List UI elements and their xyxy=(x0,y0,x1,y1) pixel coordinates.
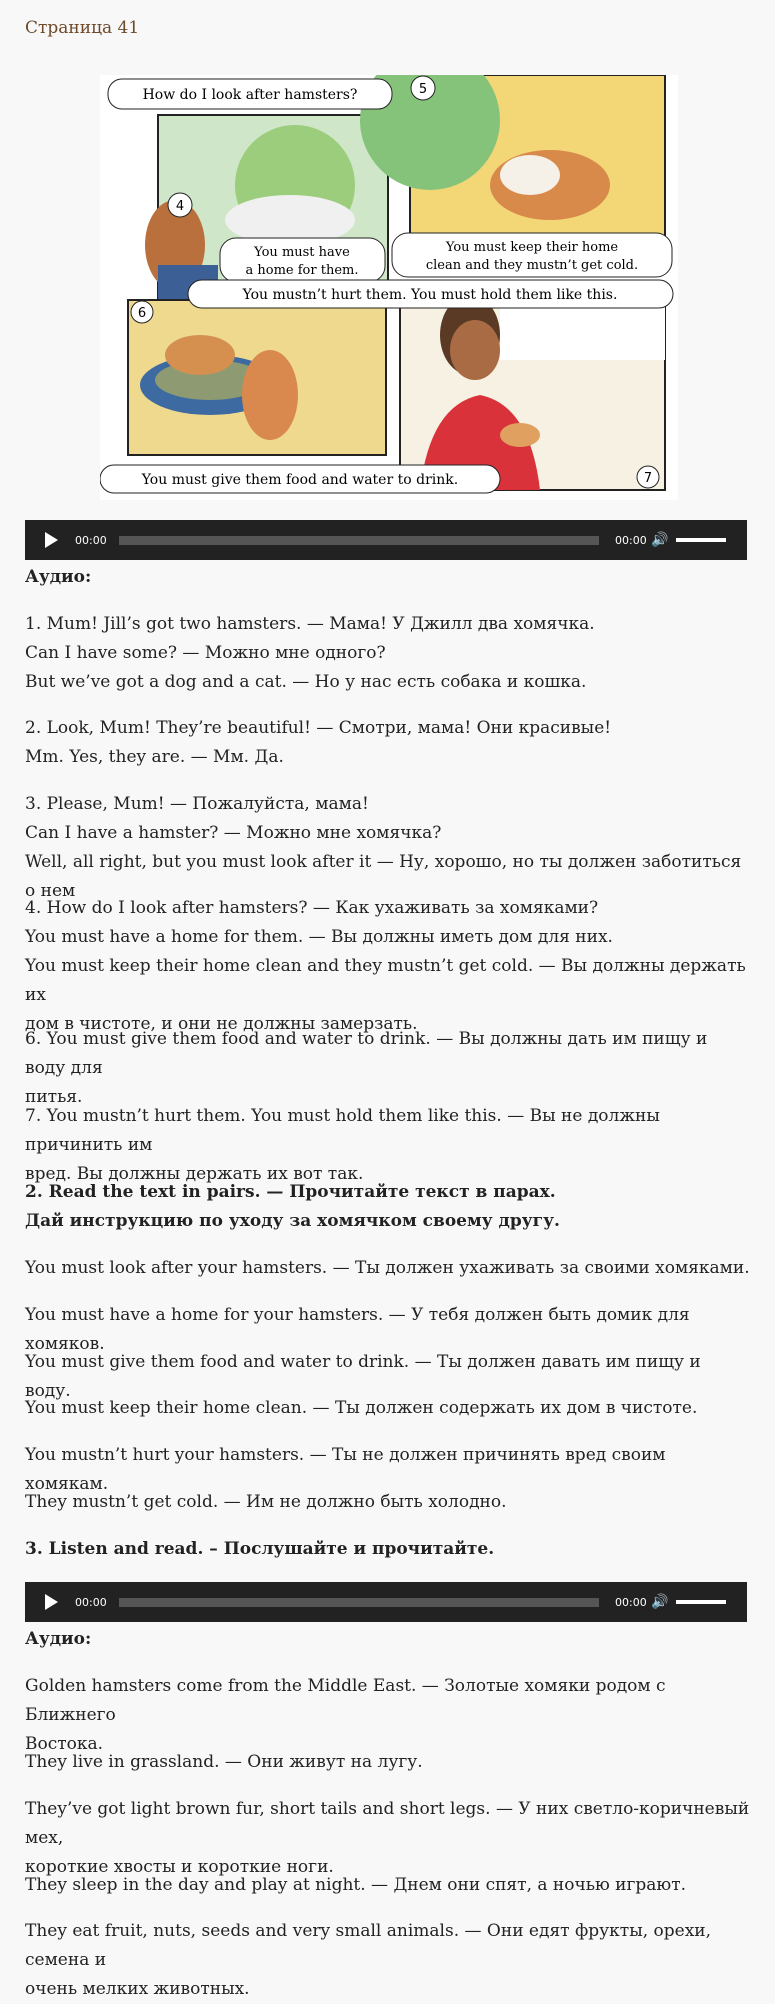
dialog-line: But we’ve got a dog and a cat. — Но у нас есть собака и кошка. xyxy=(25,672,587,692)
total-time: 00:00 xyxy=(615,533,647,547)
task2-line: You mustn’t hurt your hamsters. — Ты не должен причинять вред своим хомякам. xyxy=(25,1445,666,1494)
task3-block-5 xyxy=(25,1917,750,2004)
dialog-block-1 xyxy=(25,610,750,697)
dialog-block-4 xyxy=(25,894,750,1039)
task2-heading-line1: 2. Read the text in pairs. — Прочитайте текст в парах. xyxy=(25,1182,556,1202)
task3-line: They live in grassland. — Они живут на лугу. xyxy=(25,1752,423,1772)
bubble-keep-clean-line1: You must keep their home xyxy=(445,240,619,255)
dialog-line: Mm. Yes, they are. — Мм. Да. xyxy=(25,747,284,767)
dialog-line: 1. Mum! Jill’s got two hamsters. — Мама! У Джилл два хомячка. xyxy=(25,614,595,634)
dialog-line: 6. You must give them food and water to drink. — Вы должны дать им пищу и воду для xyxy=(25,1029,708,1078)
task2-line: You must look after your hamsters. — Ты должен ухаживать за своими хомяками. xyxy=(25,1258,750,1278)
task3-block-1 xyxy=(25,1672,750,1759)
volume-icon[interactable]: 🔊 xyxy=(651,1594,669,1610)
play-icon[interactable] xyxy=(45,532,58,548)
task3-line: Востока. xyxy=(25,1734,104,1754)
volume-icon[interactable]: 🔊 xyxy=(651,532,669,548)
dialog-block-7 xyxy=(25,1102,750,1189)
bubble-keep-clean-line2: clean and they mustn’t get cold. xyxy=(425,258,639,273)
bubble-mustnt-hurt: You mustn’t hurt them. You must hold them like this. xyxy=(242,287,618,303)
bubble-how-do-i: How do I look after hamsters? xyxy=(142,87,358,103)
dialog-line: You must have a home for them. — Вы должны иметь дом для них. xyxy=(25,927,613,947)
task3-line: They sleep in the day and play at night. — Днем они спят, а ночью играют. xyxy=(25,1875,687,1895)
dialog-line: питья. xyxy=(25,1087,83,1107)
bubble-must-have-line2: a home for them. xyxy=(245,263,359,278)
task2-heading xyxy=(25,1178,750,1236)
audio-label-1: Аудио: xyxy=(25,567,92,587)
comic-illustration xyxy=(100,75,678,500)
panel-number-4: 4 xyxy=(175,199,185,214)
task2-line: They mustn’t get cold. — Им не должно быть холодно. xyxy=(25,1492,507,1512)
task2-heading-line2: Дай инструкцию по уходу за хомячком своему другу. xyxy=(25,1211,560,1231)
bubble-must-have-line1: You must have xyxy=(254,245,350,260)
dialog-block-3 xyxy=(25,790,750,906)
progress-rail[interactable] xyxy=(119,536,599,545)
audio-label-2: Аудио: xyxy=(25,1629,92,1649)
task3-heading: 3. Listen and read. – Послушайте и прочитайте. xyxy=(25,1539,495,1559)
play-icon[interactable] xyxy=(45,1594,58,1610)
task3-block-3 xyxy=(25,1795,750,1882)
task3-line: They eat fruit, nuts, seeds and very small animals. — Они едят фрукты, орехи, семена и xyxy=(25,1921,712,1970)
task3-line: очень мелких животных. xyxy=(25,1979,250,1999)
dialog-line: 7. You mustn’t hurt them. You must hold them like this. — Вы не должны причинить им xyxy=(25,1106,660,1155)
total-time: 00:00 xyxy=(615,1595,647,1609)
dialog-line: You must keep their home clean and they mustn’t get cold. — Вы должны держать их xyxy=(25,956,746,1005)
dialog-line: вред. Вы должны держать их вот так. xyxy=(25,1164,364,1184)
current-time: 00:00 xyxy=(75,533,107,547)
task3-line: Golden hamsters come from the Middle East. — Золотые хомяки родом с Ближнего xyxy=(25,1676,666,1725)
audio-player-2[interactable] xyxy=(25,1582,747,1622)
dialog-line: 2. Look, Mum! They’re beautiful! — Смотри, мама! Они красивые! xyxy=(25,718,612,738)
current-time: 00:00 xyxy=(75,1595,107,1609)
task2-line: You must give them food and water to drink. — Ты должен давать им пищу и воду. xyxy=(25,1352,701,1401)
dialog-line: дом в чистоте, и они не должны замерзать. xyxy=(25,1014,418,1034)
task3-line: They’ve got light brown fur, short tails and short legs. — У них светло-коричневый мех, xyxy=(25,1799,750,1848)
task2-line: You must keep their home clean. — Ты должен содержать их дом в чистоте. xyxy=(25,1398,698,1418)
task2-line: You must have a home for your hamsters. — У тебя должен быть домик для хомяков. xyxy=(25,1305,690,1354)
volume-slider[interactable] xyxy=(676,1600,726,1604)
dialog-line: Well, all right, but you must look after it — Ну, хорошо, но ты должен заботиться о нем xyxy=(25,852,742,901)
panel-number-7: 7 xyxy=(643,471,653,486)
audio-player-1[interactable] xyxy=(25,520,747,560)
dialog-line: 3. Please, Mum! — Пожалуйста, мама! xyxy=(25,794,369,814)
dialog-block-6 xyxy=(25,1025,750,1112)
panel-number-5: 5 xyxy=(418,82,428,97)
page-title: Страница 41 xyxy=(25,18,140,38)
dialog-block-2 xyxy=(25,714,750,772)
task3-line: короткие хвосты и короткие ноги. xyxy=(25,1857,334,1877)
dialog-line: Can I have a hamster? — Можно мне хомячка? xyxy=(25,823,442,843)
dialog-line: Can I have some? — Можно мне одного? xyxy=(25,643,386,663)
panel-number-6: 6 xyxy=(137,306,147,321)
progress-rail[interactable] xyxy=(119,1598,599,1607)
volume-slider[interactable] xyxy=(676,538,726,542)
dialog-line: 4. How do I look after hamsters? — Как ухаживать за хомяками? xyxy=(25,898,599,918)
bubble-give-food: You must give them food and water to drink. xyxy=(141,472,459,488)
